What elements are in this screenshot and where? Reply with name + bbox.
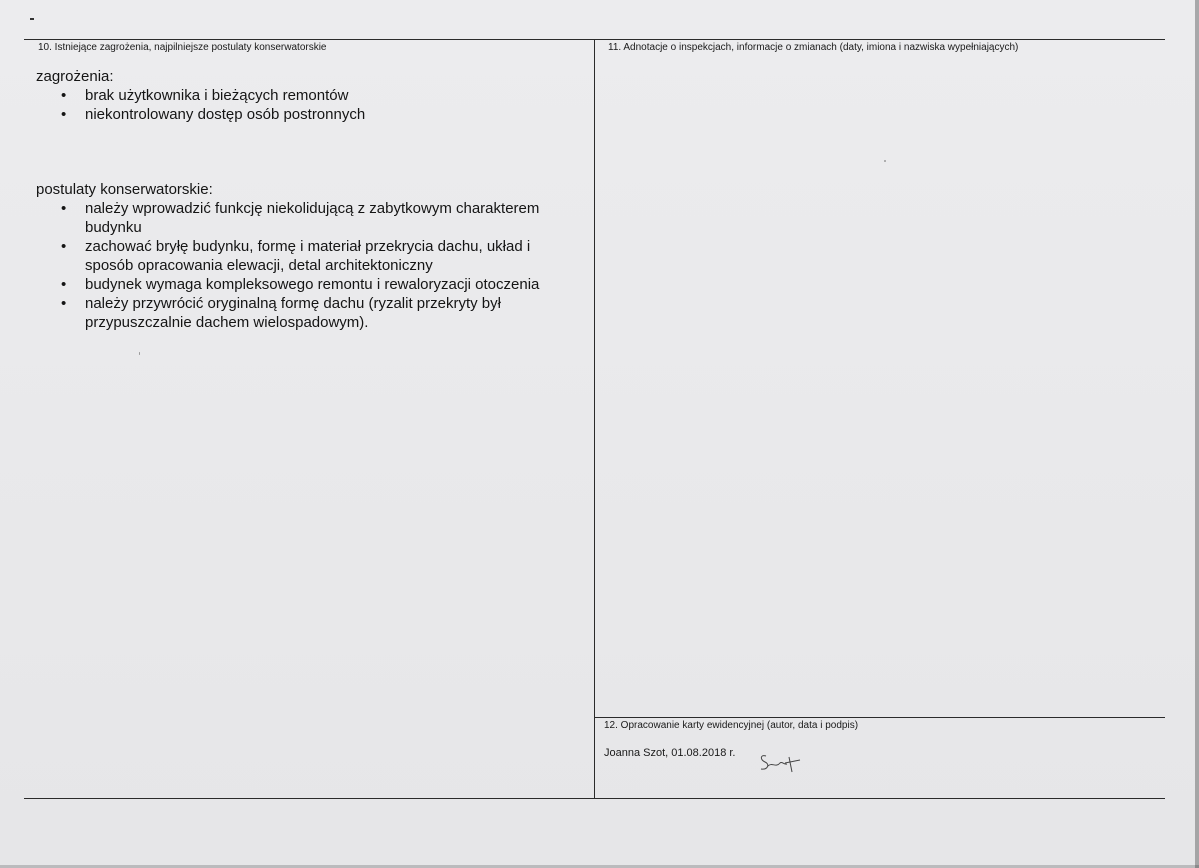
list-item: • brak użytkownika i bieżących remontów	[85, 86, 576, 105]
field-12-label: 12. Opracowanie karty ewidencyjnej (autor, data i podpis)	[604, 720, 859, 731]
table-bottom-rule	[24, 798, 1165, 799]
scan-speck	[884, 160, 886, 162]
signature-image	[756, 748, 806, 778]
list-item: • zachować bryłę budynku, formę i materiał przekrycia dachu, układ i sposób opracowania elewacji, detal architektoniczny	[85, 237, 572, 275]
list-item: • należy przywrócić oryginalną formę dachu (ryzalit przekryty był przypuszczalnie dachem wielospadowym).	[85, 294, 572, 332]
postulates-heading: postulaty konserwatorskie:	[36, 181, 213, 198]
list-item: • budynek wymaga kompleksowego remontu i rewaloryzacji otoczenia	[85, 275, 572, 294]
postulates-list	[36, 199, 572, 332]
threats-section	[36, 67, 576, 124]
threats-heading: zagrożenia:	[36, 68, 114, 85]
threats-list	[36, 86, 576, 124]
column-divider	[594, 39, 595, 799]
field-10-label: 10. Istniejące zagrożenia, najpilniejsze postulaty konserwatorskie	[38, 42, 327, 53]
list-item: • niekontrolowany dostęp osób postronnych	[85, 105, 576, 124]
author-date: Joanna Szot, 01.08.2018 r.	[604, 747, 736, 759]
field-11-label: 11. Adnotacje o inspekcjach, informacje o zmianach (daty, imiona i nazwiska wypełniających)	[608, 42, 1019, 53]
scan-speck	[139, 352, 140, 355]
page-edge-shadow	[1195, 0, 1199, 868]
list-item: • należy wprowadzić funkcję niekolidującą z zabytkowym charakterem budynku	[85, 199, 572, 237]
postulates-section	[36, 180, 572, 332]
field-12-rule	[594, 717, 1165, 718]
scan-mark	[30, 18, 34, 20]
